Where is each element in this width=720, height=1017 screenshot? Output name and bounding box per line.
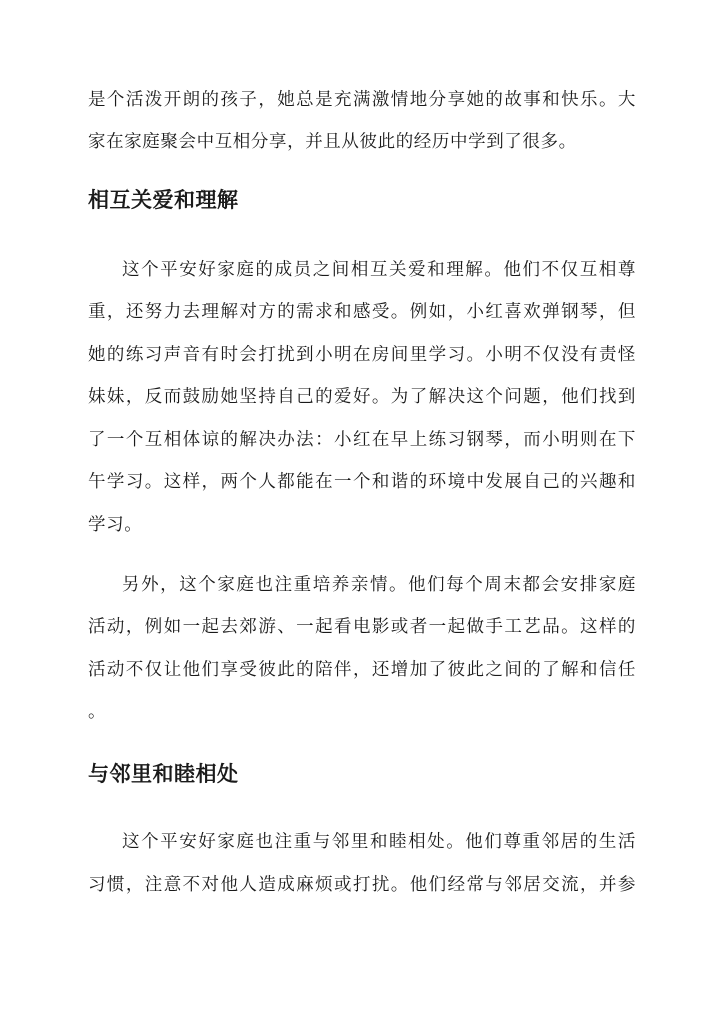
paragraph-line: 另外，这个家庭也注重培养亲情。他们每个周末都会安排家庭: [122, 575, 636, 595]
paragraph-line: 妹妹，反而鼓励她坚持自己的爱好。为了解决这个问题，他们找到: [88, 387, 636, 407]
paragraph-line: 学习。: [88, 515, 143, 535]
paragraph-line: 这个平安好家庭也注重与邻里和睦相处。他们尊重邻居的生活: [122, 832, 636, 852]
paragraph-line: 活动不仅让他们享受彼此的陪伴，还增加了彼此之间的了解和信任: [88, 660, 636, 680]
paragraph-line: 她的练习声音有时会打扰到小明在房间里学习。小明不仅没有责怪: [88, 345, 636, 365]
paragraph-line: 。: [88, 702, 107, 722]
paragraph-line: 这个平安好家庭的成员之间相互关爱和理解。他们不仅互相尊: [122, 260, 636, 280]
section-heading-care: 相互关爱和理解: [88, 187, 239, 212]
paragraph-line: 午学习。这样，两个人都能在一个和谐的环境中发展自己的兴趣和: [88, 472, 636, 492]
paragraph-line: 是个活泼开朗的孩子，她总是充满激情地分享她的故事和快乐。大: [88, 90, 636, 110]
section-heading-neighbors: 与邻里和睦相处: [88, 761, 239, 786]
paragraph-line: 了一个互相体谅的解决办法：小红在早上练习钢琴，而小明则在下: [88, 430, 636, 450]
paragraph-line: 活动，例如一起去郊游、一起看电影或者一起做手工艺品。这样的: [88, 617, 636, 637]
paragraph-line: 家在家庭聚会中互相分享，并且从彼此的经历中学到了很多。: [88, 132, 577, 152]
paragraph-line: 习惯，注意不对他人造成麻烦或打扰。他们经常与邻居交流，并参: [88, 875, 636, 895]
paragraph-line: 重，还努力去理解对方的需求和感受。例如，小红喜欢弹钢琴，但: [88, 302, 636, 322]
